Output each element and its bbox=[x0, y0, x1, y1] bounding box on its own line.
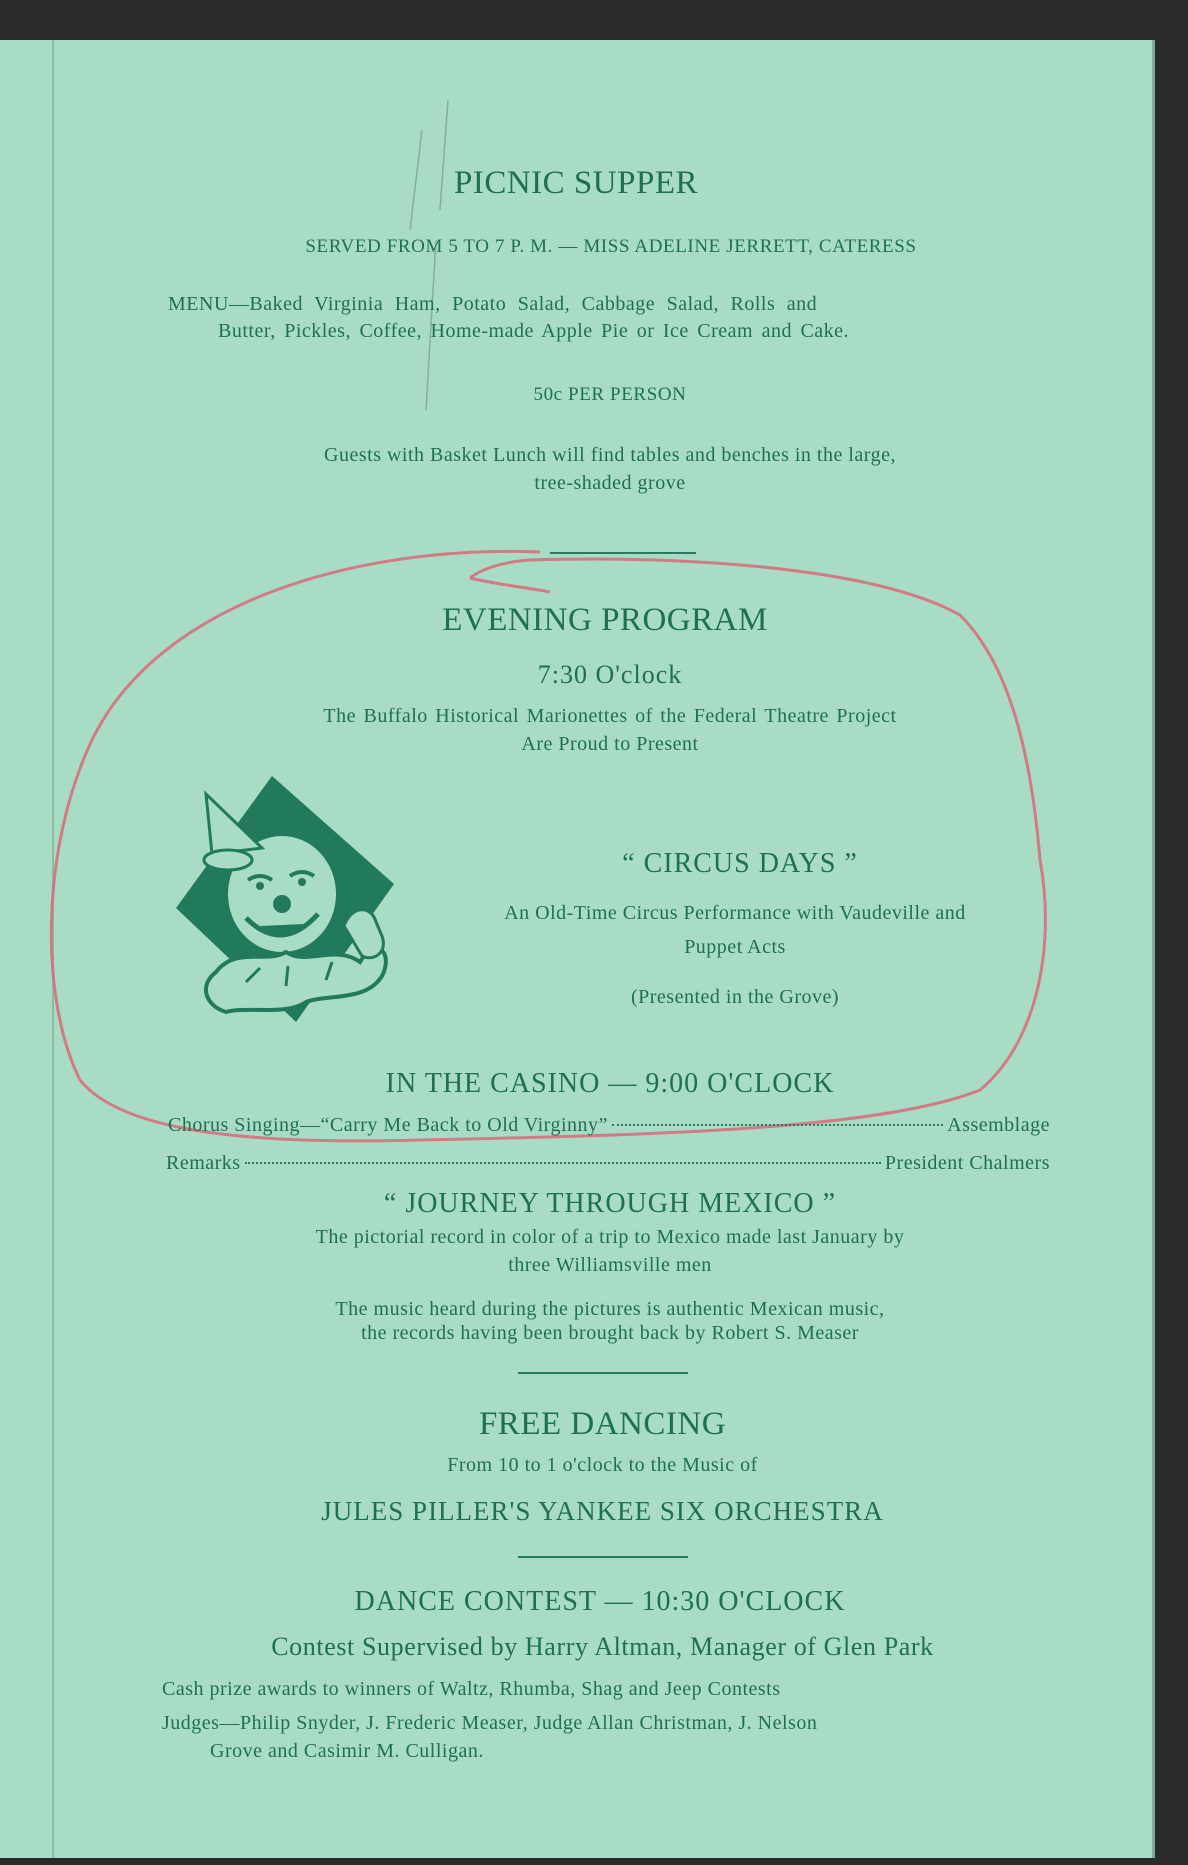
evening-time: 7:30 O'clock bbox=[537, 660, 683, 689]
basket-line-2: tree-shaded grove bbox=[534, 472, 686, 494]
contest-title: DANCE CONTEST — 10:30 O'CLOCK bbox=[354, 1586, 846, 1617]
film-title: “ JOURNEY THROUGH MEXICO ” bbox=[383, 1188, 837, 1219]
judges-line-2: Grove and Casimir M. Culligan. bbox=[210, 1740, 484, 1762]
music-line-2: the records having been brought back by Robert S. Measer bbox=[361, 1322, 859, 1344]
program-item-remarks bbox=[166, 1152, 1050, 1175]
basket-line-1: Guests with Basket Lunch will find tables and benches in the large, bbox=[324, 444, 896, 466]
film-line-1: The pictorial record in color of a trip to Mexico made last January by bbox=[315, 1226, 905, 1248]
program-page bbox=[0, 40, 1155, 1858]
divider-1 bbox=[550, 552, 696, 554]
evening-title: EVENING PROGRAM bbox=[442, 602, 768, 638]
contest-prizes: Cash prize awards to winners of Waltz, Rhumba, Shag and Jeep Contests bbox=[162, 1678, 781, 1700]
picnic-title: PICNIC SUPPER bbox=[454, 165, 698, 201]
program-item-right: Assemblage bbox=[947, 1114, 1050, 1136]
menu-line-2: Butter, Pickles, Coffee, Home-made Apple Pie or Ice Cream and Cake. bbox=[218, 320, 850, 342]
leader-dots bbox=[612, 1124, 943, 1126]
program-item-chorus bbox=[168, 1114, 1050, 1137]
leader-dots bbox=[245, 1162, 881, 1164]
casino-title: IN THE CASINO — 9:00 O'CLOCK bbox=[385, 1068, 835, 1099]
orchestra-name: JULES PILLER'S YANKEE SIX ORCHESTRA bbox=[321, 1496, 884, 1526]
judges-line-1: Judges—Philip Snyder, J. Frederic Measer, Judge Allan Christman, J. Nelson bbox=[162, 1712, 818, 1734]
program-item-left: Remarks bbox=[166, 1152, 241, 1174]
show-location: (Presented in the Grove) bbox=[630, 986, 840, 1008]
dancing-subtitle: From 10 to 1 o'clock to the Music of bbox=[447, 1454, 758, 1476]
show-desc-line-2: Puppet Acts bbox=[684, 936, 786, 958]
music-line-1: The music heard during the pictures is authentic Mexican music, bbox=[335, 1298, 885, 1320]
film-line-2: three Williamsville men bbox=[508, 1254, 712, 1276]
presenter-line-2: Are Proud to Present bbox=[521, 733, 699, 755]
contest-supervisor: Contest Supervised by Harry Altman, Manager of Glen Park bbox=[271, 1632, 934, 1661]
dancing-title: FREE DANCING bbox=[478, 1406, 727, 1442]
clown-icon bbox=[176, 776, 394, 1022]
program-item-right: President Chalmers bbox=[884, 1152, 1050, 1174]
show-title: “ CIRCUS DAYS ” bbox=[622, 848, 858, 879]
menu-line-1: MENU—Baked Virginia Ham, Potato Salad, Cabbage Salad, Rolls and bbox=[168, 293, 818, 315]
divider-2 bbox=[518, 1372, 688, 1374]
presenter-line-1: The Buffalo Historical Marionettes of the Federal Theatre Project bbox=[323, 705, 897, 727]
show-desc-line-1: An Old-Time Circus Performance with Vaudeville and bbox=[504, 902, 966, 924]
picnic-served-line: SERVED FROM 5 TO 7 P. M. — MISS ADELINE JERRETT, CATERESS bbox=[305, 236, 917, 257]
program-item-left: Chorus Singing—“Carry Me Back to Old Virginny” bbox=[168, 1114, 608, 1136]
divider-3 bbox=[518, 1556, 688, 1558]
picnic-price: 50c PER PERSON bbox=[533, 384, 687, 405]
